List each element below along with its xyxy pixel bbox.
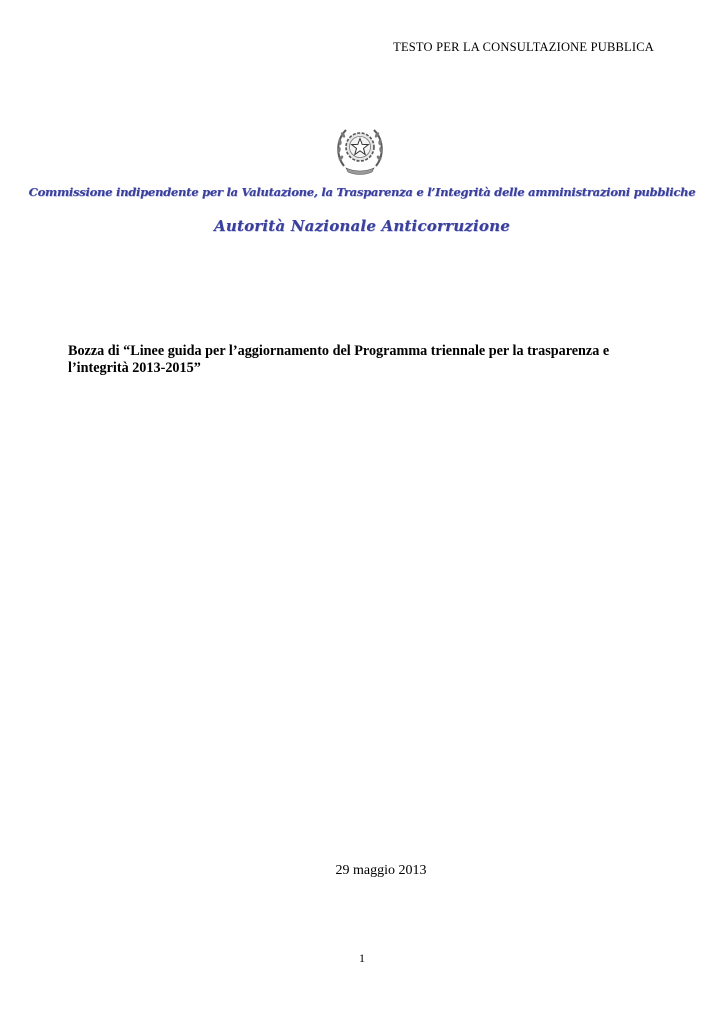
page-number: 1: [359, 951, 365, 965]
document-title: Bozza di “Linee guida per l’aggiornamento del Programma triennale per la trasparenza e l’integrità 2013-2015”: [68, 343, 610, 376]
institution-name: Commissione indipendente per la Valutazione, la Trasparenza e l’Integrità delle amministrazioni pubbliche: [28, 185, 696, 199]
document-date: 29 maggio 2013: [335, 863, 427, 878]
authority-name: Autorità Nazionale Anticorruzione: [214, 217, 510, 235]
italian-republic-emblem-icon: [334, 120, 386, 178]
consultation-header: TESTO PER LA CONSULTAZIONE PUBBLICA: [393, 40, 654, 54]
